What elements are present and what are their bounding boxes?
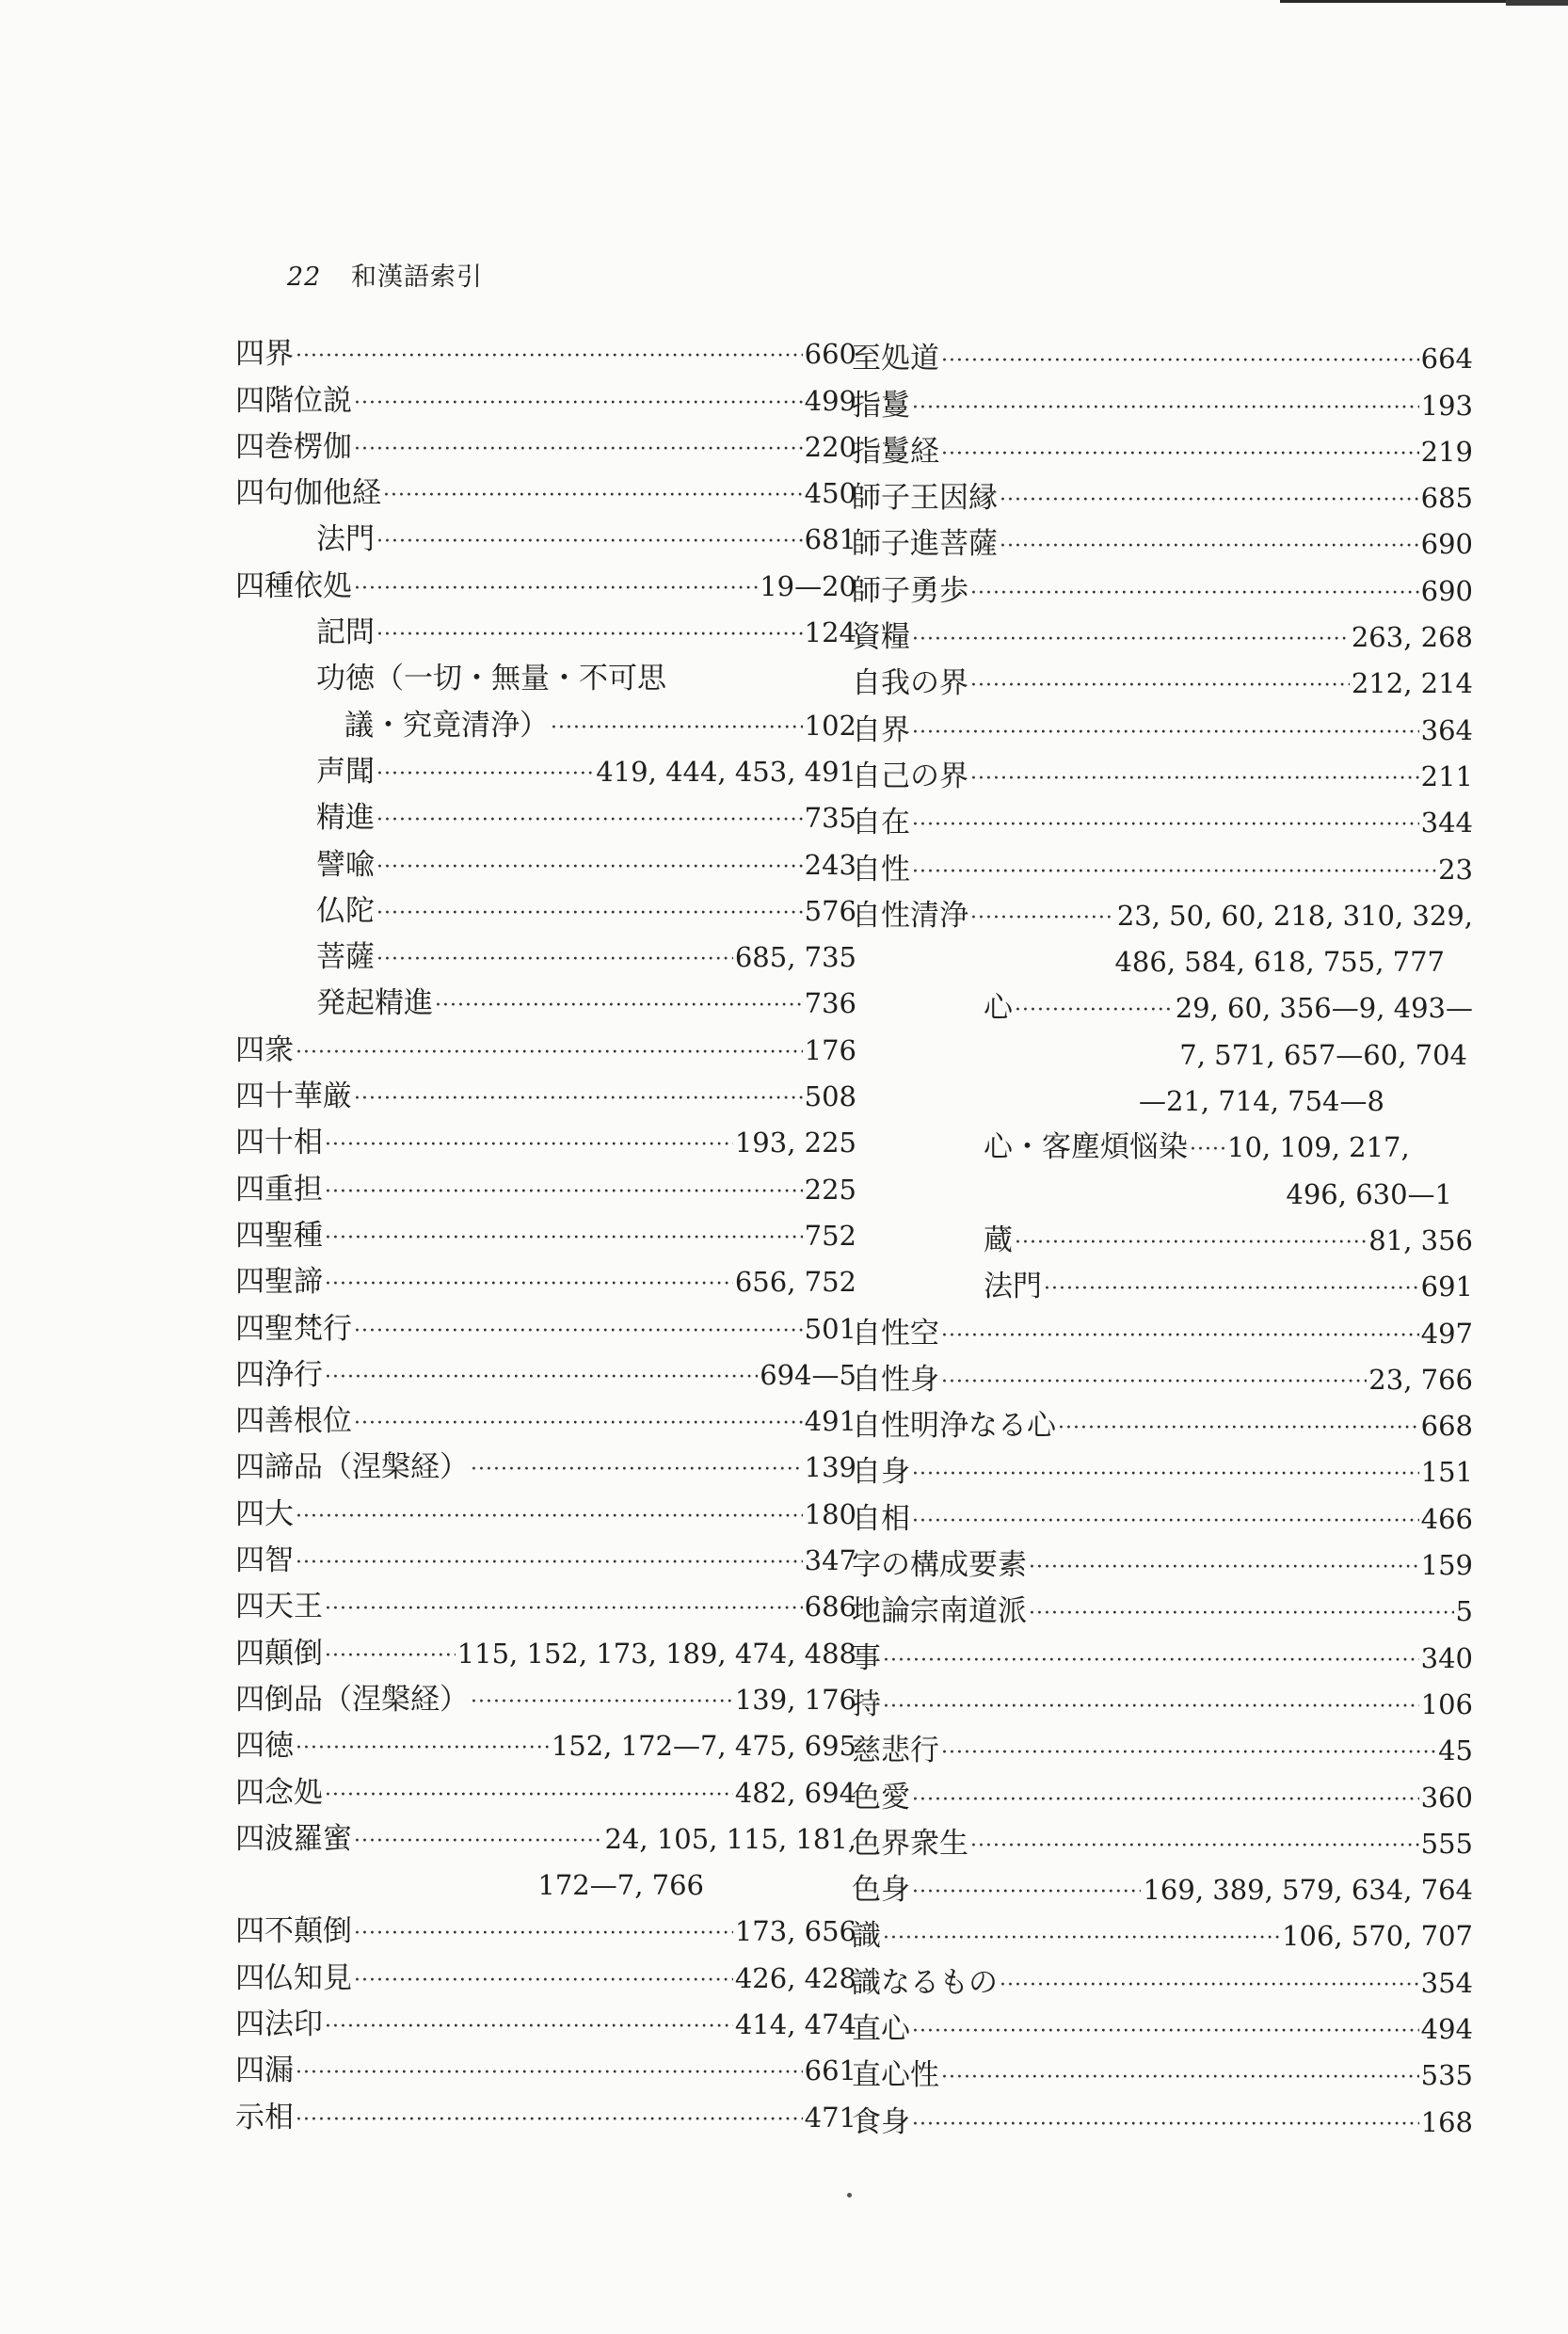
index-entry: 四仏知見 ····· 426, 428 [235,1950,856,1996]
index-entry: 自身 ····· 151 [852,1445,1473,1491]
index-entry: 直心 ····· 494 [852,2002,1473,2048]
index-entry: 四諦品（涅槃経） ····· 139 [235,1440,856,1486]
index-entry: 四階位説 ····· 499 [235,373,856,419]
index-subentry: 精進 ····· 735 [235,791,856,837]
index-entry: 字の構成要素 ····· 159 [852,1538,1473,1584]
index-subentry: 法門 ····· 681 [235,512,856,558]
index-entry: 自性身 ····· 23, 766 [852,1352,1473,1399]
index-entry: 四聖梵行 ····· 501 [235,1301,856,1347]
index-column-right [852,331,1473,2141]
index-entry: 四智 ····· 347 [235,1533,856,1579]
index-entry: 四念処 ····· 482, 694 [235,1765,856,1811]
index-title: 和漢語索引 [350,263,483,292]
index-subentry: 心・客塵煩悩染 ····· 10, 109, 217, [852,1120,1473,1166]
index-entry: 自性空 ····· 497 [852,1305,1473,1351]
index-entry: 四浄行 ····· 694—5 [235,1348,856,1394]
index-entry: 色界衆生 ····· 555 [852,1816,1473,1862]
index-entry: 四界 ····· 660 [235,327,856,373]
index-entry: 至処道 ····· 664 [852,331,1473,377]
index-entry: 四聖諦 ····· 656, 752 [235,1255,856,1301]
index-subentry: 仏陀 ····· 576 [235,884,856,930]
index-subentry: 発起精進 ····· 736 [235,976,856,1022]
index-entry: 食身 ····· 168 [852,2094,1473,2140]
index-entry: 事 ····· 340 [852,1630,1473,1676]
index-entry: 自相 ····· 466 [852,1491,1473,1537]
page-number: 22 [287,263,322,292]
index-continuation: 172—7, 766 [537,1869,704,1902]
index-entry: 自性明浄なる心 ····· 668 [852,1399,1473,1445]
index-entry: 四漏 ····· 661 [235,2043,856,2089]
index-entry: 四重担 ····· 225 [235,1161,856,1207]
index-entry: 四波羅蜜 ····· 24, 105, 115, 181, [235,1812,856,1858]
index-entry: 色愛 ····· 360 [852,1769,1473,1815]
index-entry: 自在 ····· 344 [852,795,1473,841]
index-entry: 四十相 ····· 193, 225 [235,1115,856,1161]
index-entry: 資糧 ····· 263, 268 [852,610,1473,656]
index-entry: 自界 ····· 364 [852,702,1473,748]
index-entry: 色身 ····· 169, 389, 579, 634, 764 [852,1862,1473,1909]
index-entry: 四十華厳 ····· 508 [235,1069,856,1115]
index-continuation: 7, 571, 657—60, 704 [1179,1038,1467,1071]
index-entry: 四善根位 ····· 491 [235,1394,856,1440]
index-column-left [235,327,856,2136]
index-entry: 四天王 ····· 686 [235,1579,856,1625]
index-entry: 四不顛倒 ····· 173, 656 [235,1904,856,1950]
index-entry: 自性 ····· 23 [852,841,1473,887]
index-continuation: 議・究竟清浄） ····· 102 [235,697,856,743]
index-entry: 識 ····· 106, 570, 707 [852,1909,1473,1955]
index-entry: 四法印 ····· 414, 474 [235,1997,856,2043]
index-subentry: 菩薩 ····· 685, 735 [235,930,856,976]
index-subentry: 声聞 ····· 419, 444, 453, 491 [235,744,856,791]
index-entry: 師子勇歩 ····· 690 [852,563,1473,609]
index-entry: 地論宗南道派 ····· 5 [852,1584,1473,1630]
index-entry: 自我の界 ····· 212, 214 [852,656,1473,702]
index-subentry: 法門 ····· 691 [852,1259,1473,1305]
index-entry: 四顛倒 ····· 115, 152, 173, 189, 474, 488 [235,1625,856,1671]
index-entry: 四衆 ····· 176 [235,1022,856,1068]
index-entry: 四種依処 ····· 19—20 [235,558,856,604]
index-entry: 指鬘 ····· 193 [852,377,1473,424]
index-continuation: —21, 714, 754—8 [1139,1085,1384,1118]
index-subentry: 功徳（一切・無量・不可思 [316,662,666,696]
index-entry: 自性清浄 ····· 23, 50, 60, 218, 310, 329, [852,888,1473,935]
running-head [287,256,483,293]
index-entry: 四徳 ····· 152, 172—7, 475, 695 [235,1719,856,1765]
index-entry: 四倒品（涅槃経） ····· 139, 176 [235,1672,856,1719]
index-subentry: 心 ····· 29, 60, 356—9, 493— [852,981,1473,1027]
index-subentry: 譬喩 ····· 243 [235,837,856,883]
index-entry: 自己の界 ····· 211 [852,749,1473,795]
index-entry: 師子王因縁 ····· 685 [852,471,1473,517]
print-speck [847,2193,852,2198]
index-entry: 四句伽他経 ····· 450 [235,466,856,512]
index-entry: 指鬘経 ····· 219 [852,424,1473,471]
index-entry: 持 ····· 106 [852,1677,1473,1723]
index-entry: 識なるもの ····· 354 [852,1955,1473,2001]
index-entry: 示相 ····· 471 [235,2089,856,2135]
index-continuation: 486, 584, 618, 755, 777 [1114,946,1445,979]
index-entry: 四巻楞伽 ····· 220 [235,420,856,466]
index-entry: 師子進菩薩 ····· 690 [852,517,1473,563]
index-subentry: 記問 ····· 124 [235,605,856,651]
index-entry: 直心性 ····· 535 [852,2048,1473,2094]
index-entry: 四聖種 ····· 752 [235,1208,856,1255]
index-subentry: 蔵 ····· 81, 356 [852,1213,1473,1259]
index-entry: 慈悲行 ····· 45 [852,1723,1473,1769]
index-continuation: 496, 630—1 [1286,1177,1452,1210]
index-entry: 四大 ····· 180 [235,1486,856,1532]
scan-edge-mark [1506,0,1568,6]
